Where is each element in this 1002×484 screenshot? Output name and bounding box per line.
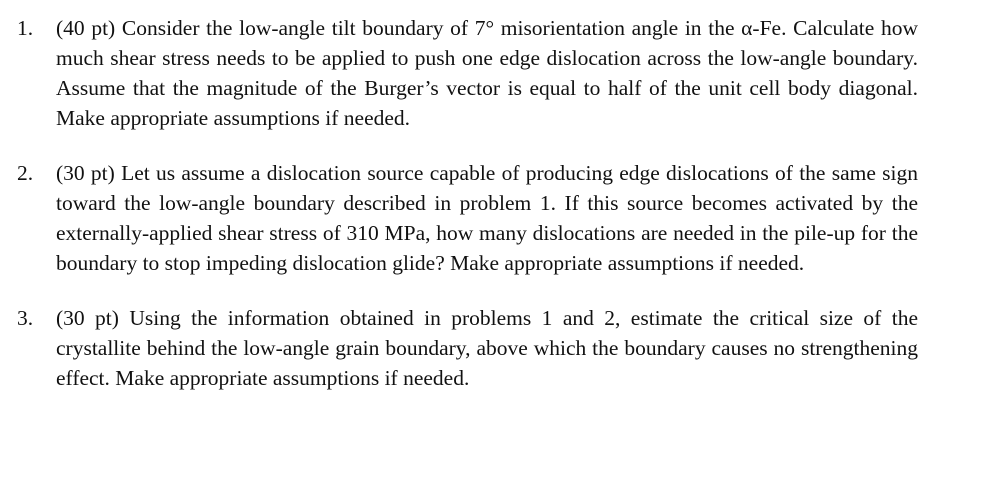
problem-item-3 (0, 303, 1002, 393)
problem-number: 2. (17, 161, 34, 185)
problem-item-2 (0, 158, 1002, 278)
problem-text: (30 pt) Using the information obtained in problems 1 and 2, estimate the critical size of the crystallite behind the low-angle grain boundary, above which the boundary causes no strengthening effect. Make appropriate assumptions if needed. (56, 306, 918, 390)
problem-text: (30 pt) Let us assume a dislocation source capable of producing edge dislocations of the same sign toward the low-angle boundary described in problem 1. If this source becomes activated by the externally-applied shear stress of 310 MPa, how many dislocations are needed in the pile-up for the boundary to stop impeding dislocation glide? Make appropriate assumptions if needed. (56, 161, 918, 275)
problem-number: 3. (17, 306, 34, 330)
problem-item-1 (0, 13, 1002, 133)
problem-number: 1. (17, 16, 34, 40)
problem-text: (40 pt) Consider the low-angle tilt boundary of 7° misorientation angle in the α-Fe. Calculate how much shear stress needs to be applied to push one edge dislocation across the low-angle boundary. Assume that the magnitude of the Burger’s vector is equal to half of the unit cell body diagonal. Make appropriate assumptions if needed. (56, 16, 918, 130)
problem-list (0, 13, 1002, 393)
